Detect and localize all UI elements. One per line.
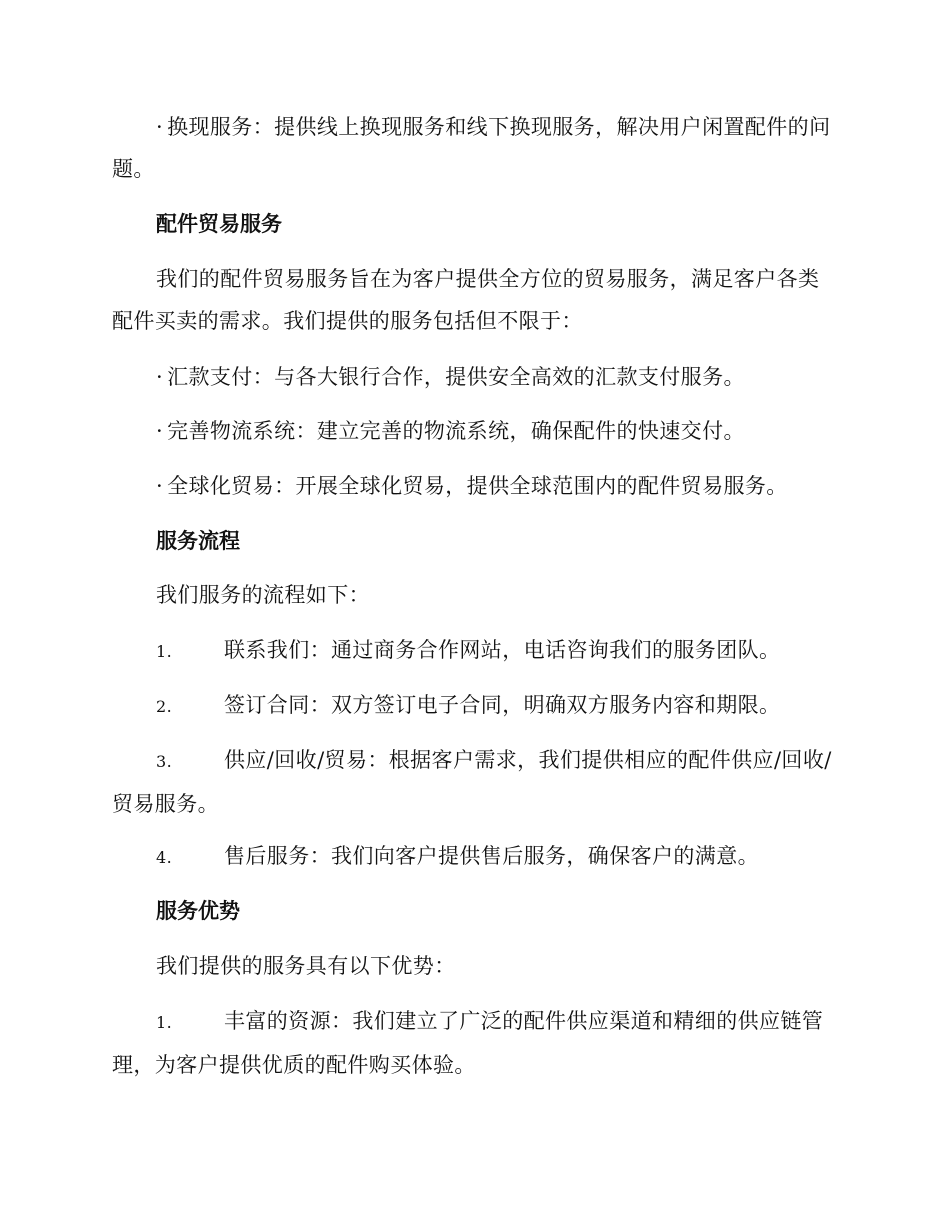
item-text: 丰富的资源：我们建立了广泛的配件供应渠道和精细的供应链管理，为客户提供优质的配件购买体验。 — [112, 1009, 824, 1077]
bullet-marker: · — [156, 419, 164, 443]
bullet-marker: · — [156, 365, 164, 389]
section-heading-trade: 配件贸易服务 — [156, 212, 282, 236]
bullet-item-global-trade — [112, 465, 832, 507]
bullet-text: 完善物流系统：建立完善的物流系统，确保配件的快速交付。 — [167, 419, 745, 443]
item-text: 签订合同：双方签订电子合同，明确双方服务内容和期限。 — [224, 693, 781, 717]
section-heading-advantages: 服务优势 — [156, 899, 240, 923]
numbered-item-contact — [112, 629, 832, 673]
numbered-item-after-sales — [112, 835, 832, 879]
bullet-item-logistics — [112, 410, 832, 452]
bullet-text: 换现服务：提供线上换现服务和线下换现服务，解决用户闲置配件的问题。 — [112, 115, 831, 181]
paragraph-trade-intro: 我们的配件贸易服务旨在为客户提供全方位的贸易服务，满足客户各类配件买卖的需求。我们提供的服务包括但不限于： — [112, 267, 820, 333]
paragraph-advantages-intro: 我们提供的服务具有以下优势： — [156, 954, 456, 978]
item-number: 2. — [156, 697, 173, 716]
item-number: 4. — [156, 848, 173, 867]
paragraph-process-intro: 我们服务的流程如下： — [156, 583, 370, 607]
bullet-text: 汇款支付：与各大银行合作，提供安全高效的汇款支付服务。 — [167, 365, 745, 389]
item-text: 售后服务：我们向客户提供售后服务，确保客户的满意。 — [224, 844, 759, 868]
bullet-item-exchange — [112, 106, 832, 190]
numbered-item-resources — [112, 1000, 832, 1086]
bullet-text: 全球化贸易：开展全球化贸易，提供全球范围内的配件贸易服务。 — [167, 474, 788, 498]
section-heading-process: 服务流程 — [156, 529, 240, 553]
item-number: 1. — [156, 642, 173, 661]
numbered-item-supply — [112, 739, 832, 825]
item-number: 1. — [156, 1013, 173, 1032]
item-text: 供应/回收/贸易：根据客户需求，我们提供相应的配件供应/回收/贸易服务。 — [112, 748, 832, 816]
bullet-marker: · — [156, 115, 164, 139]
bullet-item-remittance — [112, 356, 832, 398]
bullet-marker: · — [156, 474, 164, 498]
numbered-item-contract — [112, 684, 832, 728]
item-text: 联系我们：通过商务合作网站，电话咨询我们的服务团队。 — [224, 638, 781, 662]
item-number: 3. — [156, 752, 173, 771]
